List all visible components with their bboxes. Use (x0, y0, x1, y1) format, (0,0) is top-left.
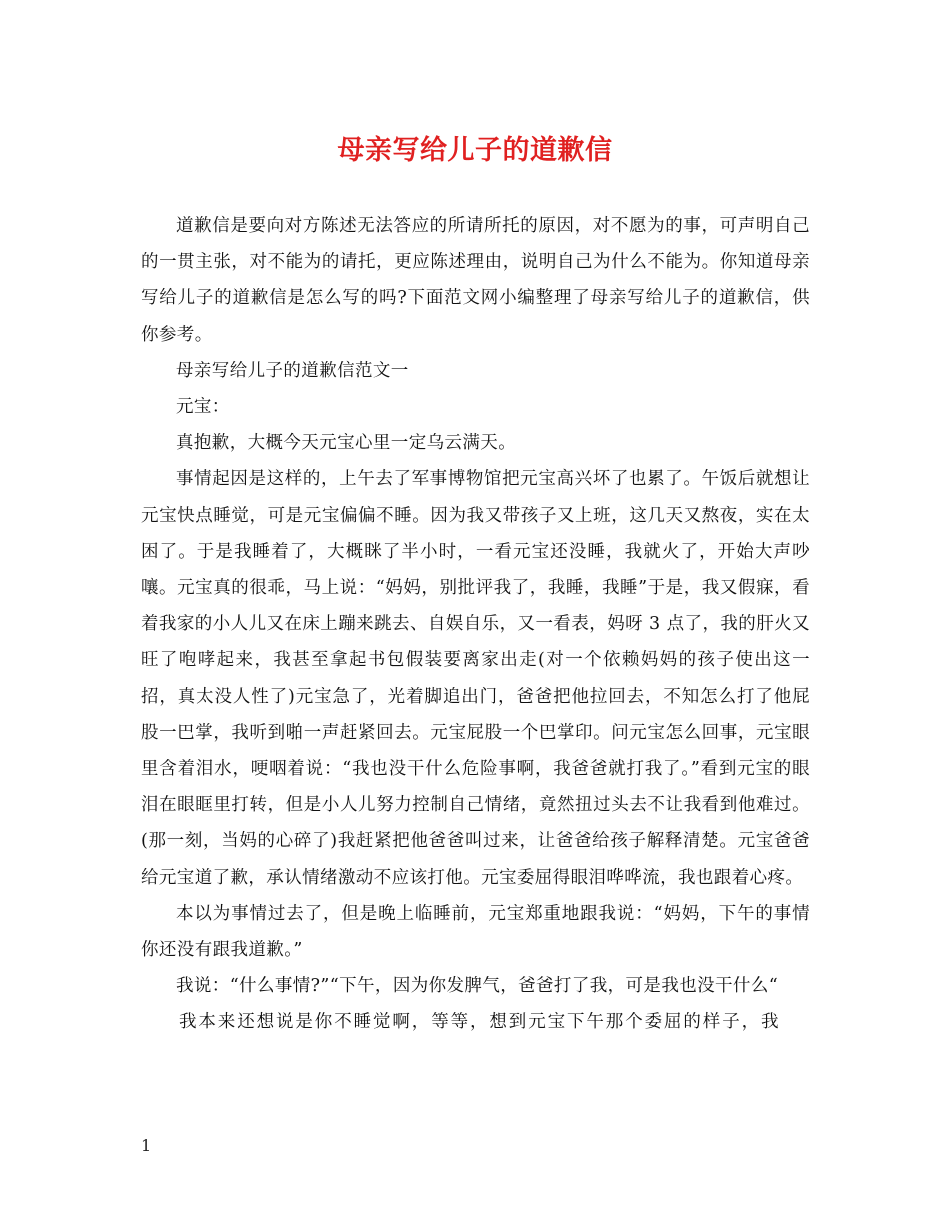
body-paragraph: 事情起因是这样的，上午去了军事博物馆把元宝高兴坏了也累了。午饭后就想让元宝快点睡觉，可是元宝偏偏不睡。因为我又带孩子又上班，这几天又熬夜，实在太困了。于是我睡着了，大概眯了半小时，一看元宝还没睡，我就火了，开始大声吵嚷。元宝真的很乖，马上说：“妈妈，别批评我了，我睡，我睡”于是，我又假寐，看着我家的小人儿又在床上蹦来跳去、自娱自乐，又一看表，妈呀 3 点了，我的肝火又旺了咆哮起来，我甚至拿起书包假装要离家出走(对一个依赖妈妈的孩子使出这一招，真太没人性了)元宝急了，光着脚追出门，爸爸把他拉回去，不知怎么打了他屁股一巴掌，我听到啪一声赶紧回去。元宝屁股一个巴掌印。问元宝怎么回事，元宝眼里含着泪水，哽咽着说：“我也没干什么危险事啊，我爸爸就打我了。”看到元宝的眼泪在眼眶里打转，但是小人儿努力控制自己情绪，竟然扭过头去不让我看到他难过。(那一刻，当妈的心碎了)我赶紧把他爸爸叫过来，让爸爸给孩子解释清楚。元宝爸爸给元宝道了歉，承认情绪激动不应该打他。元宝委屈得眼泪哗哗流，我也跟着心疼。 (141, 469, 810, 888)
intro-paragraph: 道歉信是要向对方陈述无法答应的所请所托的原因，对不愿为的事，可声明自己的一贯主张，对不能为的请托，更应陈述理由，说明自己为什么不能为。你知道母亲写给儿子的道歉信是怎么写的吗?下面范文网小编整理了母亲写给儿子的道歉信，供你参考。 (141, 216, 810, 345)
page-number: 1 (141, 1136, 152, 1155)
body-paragraph: 真抱歉，大概今天元宝心里一定乌云满天。 (176, 433, 517, 454)
body-paragraph: 我本来还想说是你不睡觉啊，等等，想到元宝下午那个委屈的样子，我 (179, 1012, 781, 1033)
document-body (141, 208, 810, 1041)
body-paragraph: 我说：“什么事情?”“下午，因为你发脾气，爸爸打了我，可是我也没干什么“ (176, 976, 779, 997)
document-title: 母亲写给儿子的道歉信 (337, 135, 613, 166)
body-paragraph: 本以为事情过去了，但是晚上临睡前，元宝郑重地跟我说：“妈妈，下午的事情你还没有跟我道歉。” (141, 903, 810, 961)
section-heading: 母亲写给儿子的道歉信范文一 (176, 360, 409, 381)
salutation: 元宝： (176, 397, 230, 418)
